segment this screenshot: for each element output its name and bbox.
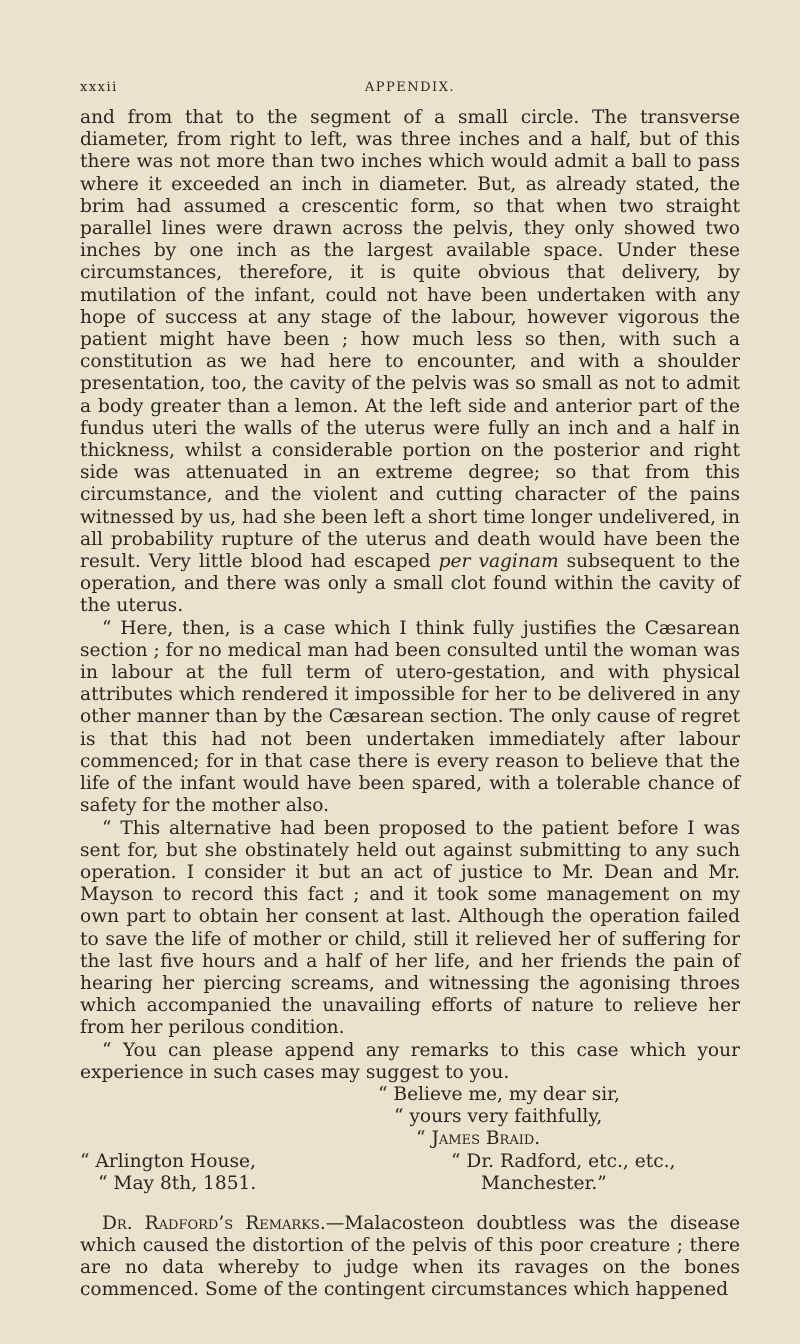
closing-line-1: “ Believe me, my dear sir, xyxy=(378,1083,620,1105)
paragraph-1-text: and from that to the segment of a small circle. The transverse diameter, from right to left, was three inches and a half, but of this there was not more than two inches which would admit a ball to pass where it exceeded an inch in diameter. But, as already stated, the brim had assumed a crescentic form, so that when two straight parallel lines were drawn across the pelvis, they only showed two inches by one inch as the largest available space. Under these circumstances, therefore, it is quite obvious that delivery, by mutilation of the infant, could not have been undertaken with any hope of success at any stage of the labour, however vigorous the patient might have been ; how much less so then, with such a constitution as we had here to encounter, and with a shoulder presentation, too, the cavity of the pelvis was so small as not to admit a body greater than a lemon. At the left side and anterior part of the fundus uteri the walls of the uterus were fully an inch and a half in thickness, whilst a considerable portion on the posterior and right side was attenuated in an extreme degree; so that from this circumstance, and the violent and cutting character of the pains witnessed by us, had she been left a short time longer undelivered, in all probability rupture of the uterus and death would have been the result. Very little blood had escaped xyxy=(80,107,740,573)
sender-address xyxy=(80,1151,256,1195)
recipient-address-line-2: Manchester.” xyxy=(481,1172,607,1194)
recipient-address xyxy=(451,1151,675,1195)
signature: James Braid. xyxy=(431,1128,541,1150)
running-head: APPENDIX. xyxy=(364,80,456,95)
remarks-paragraph xyxy=(80,1213,740,1302)
paragraph-1 xyxy=(80,107,740,618)
sender-address-line-1: “ Arlington House, xyxy=(80,1150,256,1172)
paragraph-1-end: subsequent to the operation, and there was only a small clot found within the cavity of the uterus. xyxy=(80,551,741,617)
page-header xyxy=(80,80,740,102)
letter-addresses xyxy=(80,1151,740,1195)
remarks-text: —Malacosteon doubtless was the disease which caused the distortion of the pelvis of this poor creature ; there are no data whereby to judge when its ravages on the bones commenced. Some of the contingent circumstances which happened xyxy=(80,1212,740,1301)
paragraph-3: “ This alternative had been proposed to the patient before I was sent for, but she obstinately held out against submitting to any such operation. I consider it but an act of justice to Mr. Dean and Mr. Mayson to record this fact ; and it took some management on my own part to obtain her consent at last. Although the operation failed to save the life of mother or child, still it relieved her of suffering for the last five hours and a half of her life, and her friends the pain of hearing her piercing screams, and witnessing the agonising throes which accompanied the unavailing efforts of nature to relieve her from her perilous condition. xyxy=(80,817,740,1039)
letter-closing xyxy=(80,1084,740,1151)
recipient-address-line-1: “ Dr. Radford, etc., etc., xyxy=(451,1150,676,1172)
closing-line-2: “ yours very faithfully, xyxy=(394,1106,603,1128)
signature-quote: “ xyxy=(416,1128,426,1150)
paragraph-2: “ Here, then, is a case which I think fully justifies the Cæsarean section ; for no medical man had been consulted until the woman was in labour at the full term of utero-gestation, and with physical attributes which rendered it impossible for her to be delivered in any other manner than by the Cæsarean section. The only cause of regret is that this had not been undertaken immediately after labour commenced; for in that case there is every reason to believe that the life of the infant would have been spared, with a tolerable chance of safety for the mother also. xyxy=(80,617,740,817)
remarks-heading: Dr. Radford’s Remarks. xyxy=(102,1212,326,1234)
italic-phrase: per vaginam xyxy=(438,551,559,573)
closing-signature-line xyxy=(80,1128,740,1150)
paragraph-4: “ You can please append any remarks to this case which your experience in such cases may suggest to you. xyxy=(80,1039,740,1083)
sender-address-line-2: “ May 8th, 1851. xyxy=(98,1172,257,1194)
folio-number: xxxii xyxy=(80,80,118,95)
body-text xyxy=(80,107,740,1301)
